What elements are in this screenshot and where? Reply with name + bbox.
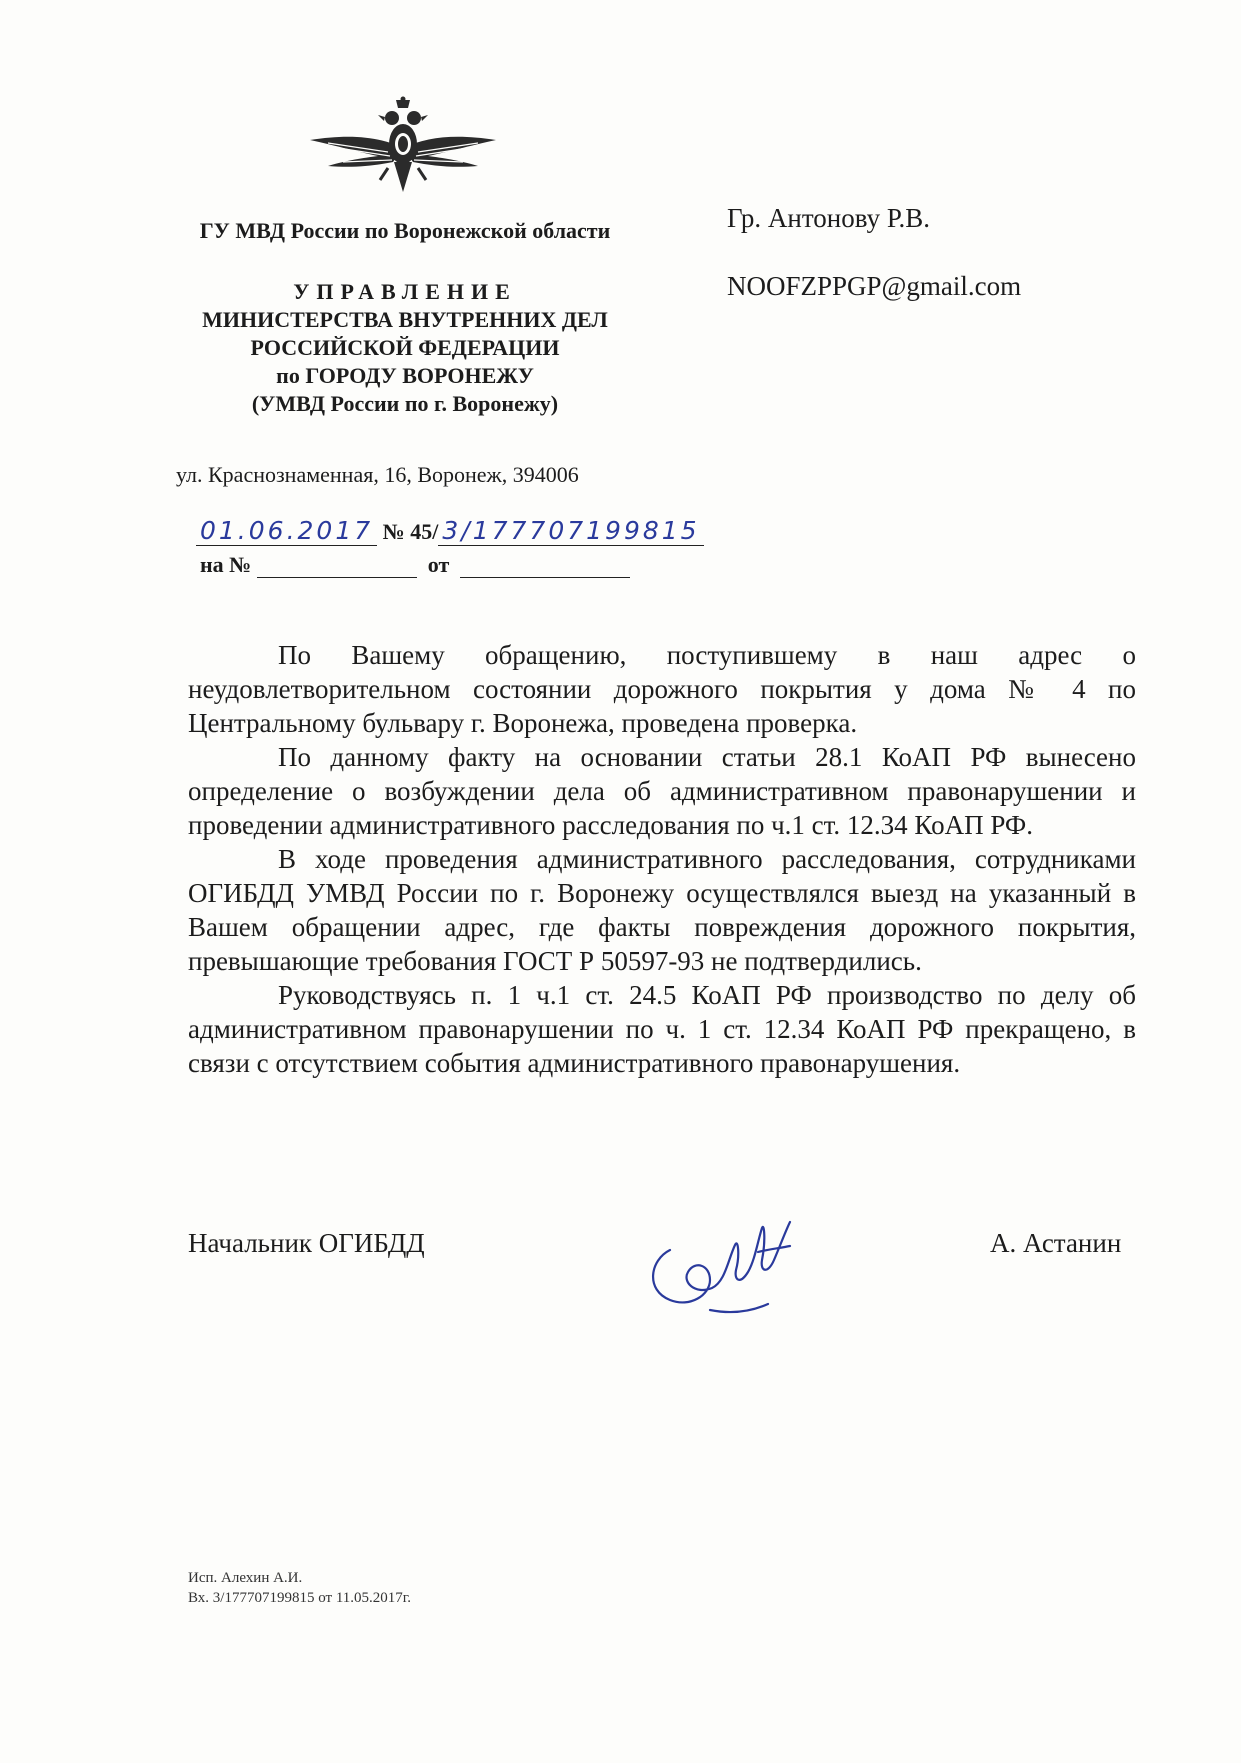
reference-number-blank	[257, 557, 417, 578]
executor-note: Исп. Алехин А.И.	[188, 1570, 303, 1586]
body-paragraph: Руководствуясь п. 1 ч.1 ст. 24.5 КоАП РФ производство по делу об административном правонарушении по ч. 1 ст. 12.34 КоАП РФ прекращено, в связи с отсутствием события административного правонарушения.	[188, 980, 1136, 1078]
sender-address: ул. Краснознаменная, 16, Воронеж, 394006	[176, 462, 579, 487]
signatory-title: Начальник ОГИБДД	[188, 1228, 425, 1258]
letter-body	[188, 638, 1136, 1080]
department-name	[150, 278, 660, 418]
registration-number-label: № 45/	[382, 519, 439, 544]
department-line: МИНИСТЕРСТВА ВНУТРЕННИХ ДЕЛ	[202, 307, 608, 332]
registration-number: 3/177707199815	[438, 516, 703, 546]
reference-date-label: от	[427, 552, 450, 577]
incoming-note: Вх. 3/177707199815 от 11.05.2017г.	[188, 1590, 411, 1606]
department-line: РОССИЙСКОЙ ФЕДЕРАЦИИ	[250, 335, 560, 360]
department-line: (УМВД России по г. Воронежу)	[251, 391, 559, 416]
reference-line	[200, 552, 630, 578]
reference-date-blank	[460, 557, 630, 578]
body-paragraph: По данному факту на основании статьи 28.1 КоАП РФ вынесено определение о возбуждении дела об административном правонарушении и проведении административного расследования по ч.1 ст. 12.34 КоАП РФ.	[188, 742, 1136, 840]
footer-notes	[188, 1568, 411, 1608]
registration-line	[196, 516, 704, 546]
organization-short-name: ГУ МВД России по Воронежской области	[199, 218, 611, 243]
reference-number-label: на №	[200, 552, 252, 577]
signatory-name: А. Астанин	[990, 1228, 1122, 1258]
department-line: УПРАВЛЕНИЕ	[293, 279, 517, 304]
department-line: по ГОРОДУ ВОРОНЕЖУ	[276, 363, 534, 388]
recipient-name: Гр. Антонову Р.В.	[727, 203, 930, 233]
mvd-eagle-emblem-icon	[308, 96, 498, 198]
recipient-email: NOOFZPPGP@gmail.com	[727, 271, 1022, 301]
registration-date: 01.06.2017	[196, 516, 377, 546]
body-paragraph: По Вашему обращению, поступившему в наш адрес о неудовлетворительном состоянии дорожного покрытия у дома № 4 по Центральному бульвару г. Воронежа, проведена проверка.	[188, 640, 1136, 738]
body-paragraph: В ходе проведения административного расследования, сотрудниками ОГИБДД УМВД России по г. Воронежу осуществлялся выезд на указанный в Вашем обращении адрес, где факты повреждения дорожного покрытия, превышающие требования ГОСТ Р 50597-93 не подтвердились.	[188, 844, 1136, 976]
handwritten-signature-icon	[640, 1200, 800, 1320]
